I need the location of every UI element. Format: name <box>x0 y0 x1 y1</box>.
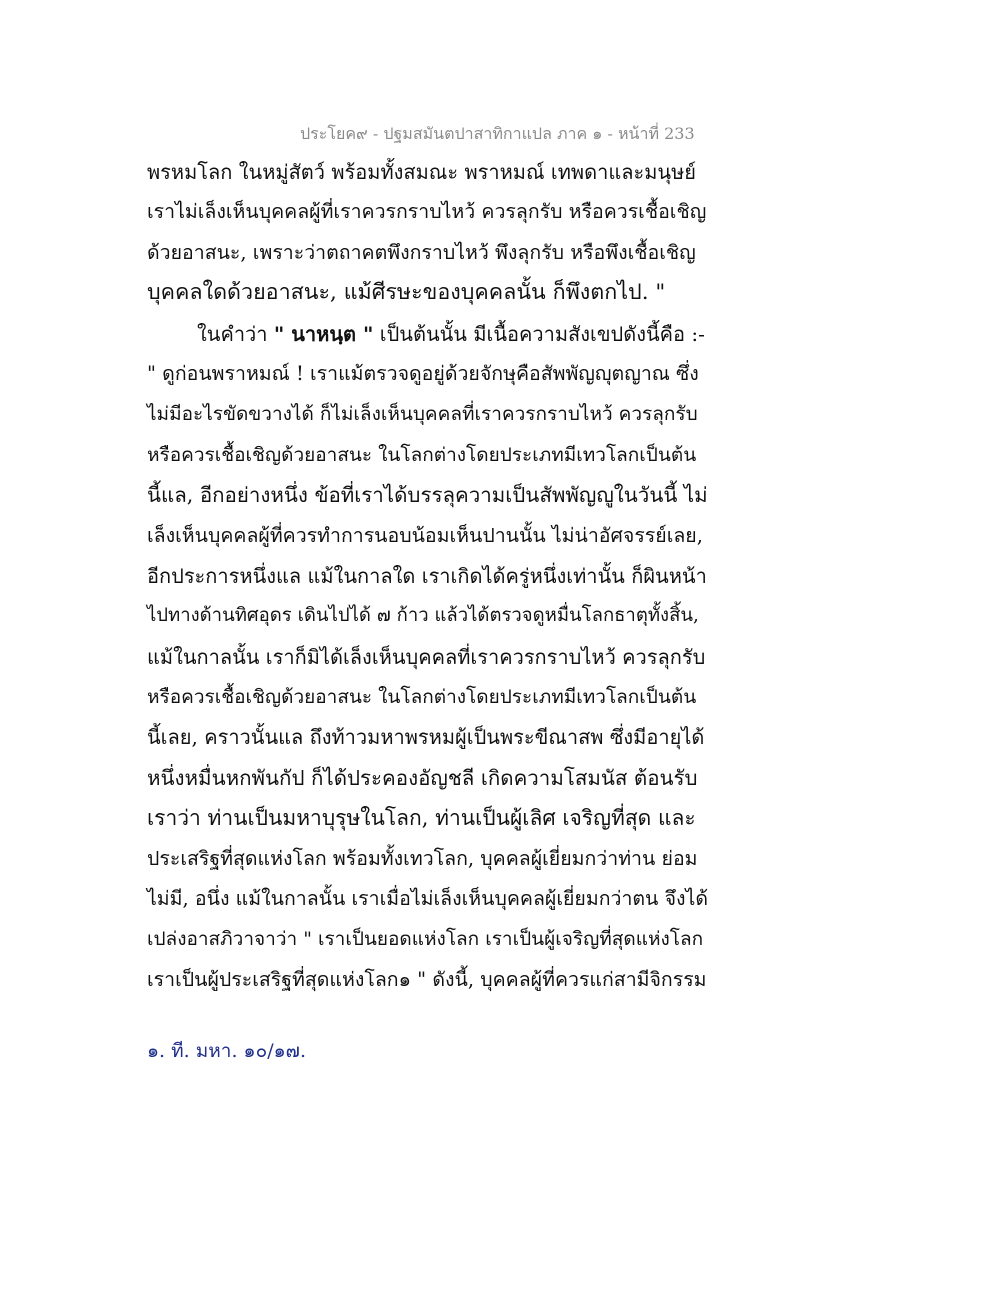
text-line: ไม่มี, อนึ่ง แม้ในกาลนั้น เราเมื่อไม่เล็งเห็นบุคคลผู้เยี่ยมกว่าตน จึงได้ <box>147 887 709 911</box>
paragraph-intro <box>147 314 707 354</box>
intro-text-continued: เป็นต้นนั้น มีเนื้อความสังเขปดังนี้คือ :- <box>373 321 705 346</box>
text-line: เราว่า ท่านเป็นมหาบุรุษในโลก, ท่านเป็นผู้เลิศ เจริญที่สุด และ <box>147 806 696 831</box>
text-line: บุคคลใดด้วยอาสนะ, แม้ศีรษะของบุคคลนั้น ก็พึงตกไป. " <box>147 280 666 306</box>
footnote: ๑. ที. มหา. ๑๐/๑๗. <box>147 1040 306 1062</box>
text-line: เราไม่เล็งเห็นบุคคลผู้ที่เราควรกราบไหว้ ควรลุกรับ หรือควรเชื้อเชิญ <box>147 200 707 224</box>
text-line: ไปทางด้านทิศอุดร เดินไปได้ ๗ ก้าว แล้วได้ตรวจดูหมื่นโลกธาตุทั้งสิ้น, <box>147 605 699 627</box>
text-line: พรหมโลก ในหมู่สัตว์ พร้อมทั้งสมณะ พราหมณ์ เทพดาและมนุษย์ <box>147 160 696 184</box>
text-line: เปล่งอาสภิวาจาว่า " เราเป็นยอดแห่งโลก เราเป็นผู้เจริญที่สุดแห่งโลก <box>147 928 704 951</box>
pali-term: " นาหนฺต " <box>273 321 374 346</box>
text-line: เล็งเห็นบุคคลผู้ที่ควรทำการนอบน้อมเห็นปานนั้น ไม่น่าอัศจรรย์เลย, <box>147 523 703 547</box>
body-text <box>147 152 707 1000</box>
text-line: เราเป็นผู้ประเสริฐที่สุดแห่งโลก๑ " ดังนี้, บุคคลผู้ที่ควรแก่สามีจิกรรม <box>147 967 707 991</box>
text-line: ประเสริฐที่สุดแห่งโลก พร้อมทั้งเทวโลก, บุคคลผู้เยี่ยมกว่าท่าน ย่อม <box>147 846 698 870</box>
text-line: ด้วยอาสนะ, เพราะว่าตถาคตพึงกราบไหว้ พึงลุกรับ หรือพึงเชื้อเชิญ <box>147 240 696 264</box>
text-line: หนึ่งหมื่นหกพันกัป ก็ได้ประคองอัญชลี เกิดความโสมนัส ต้อนรับ <box>147 765 698 790</box>
text-line: นี้แล, อีกอย่างหนึ่ง ข้อที่เราได้บรรลุความเป็นสัพพัญญูในวันนี้ ไม่ <box>147 483 708 508</box>
text-line: นี้เลย, คราวนั้นแล ถึงท้าวมหาพรหมผู้เป็นพระขีณาสพ ซึ่งมีอายุได้ <box>147 725 705 750</box>
text-line: หรือควรเชื้อเชิญด้วยอาสนะ ในโลกต่างโดยประเภทมีเทวโลกเป็นต้น <box>147 443 697 466</box>
text-line: แม้ในกาลนั้น เราก็มิได้เล็งเห็นบุคคลที่เราควรกราบไหว้ ควรลุกรับ <box>147 644 706 669</box>
text-line: หรือควรเชื้อเชิญด้วยอาสนะ ในโลกต่างโดยประเภทมีเทวโลกเป็นต้น <box>147 686 697 709</box>
text-line: ไม่มีอะไรขัดขวางได้ ก็ไม่เล็งเห็นบุคคลที่เราควรกราบไหว้ ควรลุกรับ <box>147 403 698 426</box>
text-line: อีกประการหนึ่งแล แม้ในกาลใด เราเกิดได้ครู่หนึ่งเท่านั้น ก็ผินหน้า <box>147 563 707 588</box>
page-header: ประโยค๙ - ปฐมสมันตปาสาทิกาแปล ภาค ๑ - หน้าที่ 233 <box>300 124 695 143</box>
intro-text: ในคำว่า <box>197 321 274 346</box>
text-line: " ดูก่อนพราหมณ์ ! เราแม้ตรวจดูอยู่ด้วยจักษุคือสัพพัญญุตญาณ ซึ่ง <box>147 361 699 385</box>
